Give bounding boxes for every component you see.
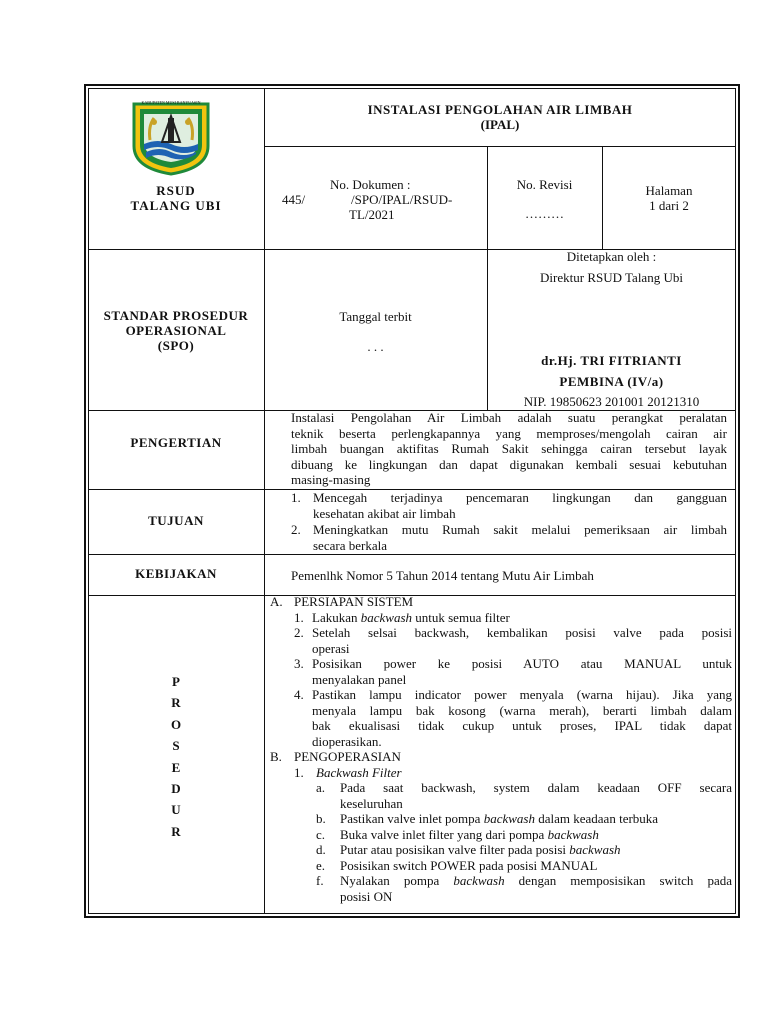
substep-text: Nyalakan pompa [340, 873, 454, 888]
substep-emphasis: backwash [569, 842, 621, 857]
spo-label [88, 308, 264, 353]
substep-text: Pastikan valve inlet pompa [340, 811, 484, 826]
substep-line: posisi ON [340, 888, 393, 904]
substep-line [340, 873, 732, 889]
prosedur-letter: E [171, 759, 181, 775]
substep-letter: e. [316, 857, 326, 873]
section-a-letter: A. [270, 594, 283, 609]
publish-date-label: Tanggal terbit [339, 309, 412, 324]
step-emphasis: backwash [360, 609, 413, 625]
tujuan-item [291, 522, 727, 553]
prosedur-letter: U [171, 802, 181, 818]
procedure-substep [270, 811, 732, 827]
org-name: RSUD [156, 183, 196, 198]
pengertian-line: masing-masing [291, 472, 371, 487]
kebijakan-label: KEBIJAKAN [135, 566, 217, 581]
prosedur-content [270, 594, 732, 904]
step-text: Lakukan [312, 609, 361, 625]
page-label: Halaman [645, 183, 693, 198]
pengertian-line: Instalasi Pengolahan Air Limbah adalah suatu perangkat peralatan [291, 410, 727, 425]
substep-emphasis: backwash [483, 811, 535, 826]
substep-text: Buka valve inlet filter yang dari pompa [340, 826, 548, 842]
spo-label-line1: STANDAR PROSEDUR [103, 308, 249, 323]
tujuan-item-line: secara berkala [313, 537, 387, 553]
pengertian-line: dibuang ke lingkungan dan dapat digunakan kembali sesuai kebutuhan [291, 456, 727, 472]
substep-letter: f. [316, 873, 324, 888]
substep-text: Posisikan switch POWER pada posisi MANUAL [340, 857, 598, 873]
spo-label-line3: (SPO) [157, 338, 195, 353]
column-divider [264, 88, 265, 914]
procedure-step [270, 656, 732, 687]
tujuan-label: TUJUAN [148, 513, 204, 528]
prosedur-letter: R [171, 823, 181, 839]
spo-label-line2: OPERASIONAL [125, 323, 227, 338]
doc-number-code-line2: TL/2021 [349, 207, 395, 222]
step-line: bak ekualisasi tidak cukup untuk proses, IPAL tidak dapat [312, 718, 732, 733]
tujuan-item-number: 1. [291, 490, 301, 505]
substep-emphasis: backwash [453, 873, 505, 888]
procedure-step [270, 625, 732, 656]
prosedur-letter: S [172, 738, 180, 754]
substep-text: Putar atau posisikan valve filter pada posisi [340, 842, 570, 857]
substep-line: Pada saat backwash, system dalam keadaan OFF secara [340, 780, 732, 795]
set-by-label: Ditetapkan oleh : [566, 249, 657, 264]
section-a-heading [270, 594, 732, 610]
prosedur-letter: D [171, 780, 181, 796]
procedure-substep [270, 842, 732, 858]
step-line: dioperasikan. [312, 733, 382, 749]
revision-label: No. Revisi [516, 177, 573, 192]
pengertian-label: PENGERTIAN [130, 435, 222, 450]
procedure-substep [270, 827, 732, 843]
prosedur-label [88, 674, 264, 845]
procedure-step [270, 610, 732, 626]
revision-value: ……… [525, 206, 564, 221]
section-b-heading [270, 749, 732, 765]
step-line: menyalakan panel [312, 671, 407, 687]
doc-number-prefix: 445/ [282, 192, 306, 207]
step-number: 2. [294, 625, 304, 640]
document-title-sub: (IPAL) [480, 117, 520, 132]
pengertian-line: teknik beserta perlengkapannya yang memproses/mengolah cairan air [291, 425, 727, 441]
prosedur-letter: R [171, 695, 181, 711]
substep-letter: b. [316, 811, 326, 826]
step-line: Pastikan lampu indicator power menyala (warna hijau). Jika yang [312, 687, 732, 702]
step-number: 1. [294, 609, 304, 625]
section-b-title: PENGOPERASIAN [294, 749, 401, 764]
director-title: Direktur RSUD Talang Ubi [540, 270, 683, 285]
signer-rank: PEMBINA (IV/a) [559, 374, 664, 389]
tujuan-item-line: Mencegah terjadinya pencemaran lingkungan dan gangguan [313, 490, 727, 505]
document-title: INSTALASI PENGOLAHAN AIR LIMBAH [367, 102, 633, 117]
org-name-line2: TALANG UBI [130, 198, 222, 213]
prosedur-letter: P [172, 674, 180, 689]
substep-emphasis: backwash [547, 826, 599, 842]
step-line: operasi [312, 640, 350, 656]
procedure-subsection [270, 765, 732, 781]
pengertian-text [291, 410, 727, 489]
pengertian-line: limbah buangan aktifitas Rumah Sakit sehingga cairan tersebut layak [291, 441, 727, 456]
section-a-title: PERSIAPAN SISTEM [294, 594, 414, 609]
signer-nip: NIP. 19850623 201001 20121310 [523, 394, 700, 409]
procedure-substep [270, 780, 732, 811]
signer-name: dr.Hj. TRI FITRIANTI [541, 353, 682, 368]
section-b-letter: B. [270, 749, 282, 764]
substep-letter: d. [316, 842, 326, 857]
page-value: 1 dari 2 [649, 198, 689, 213]
row-divider [264, 146, 736, 147]
logo-caption: KABUPATEN MUSI BANYUASIN [141, 100, 201, 105]
doc-number-label: No. Dokumen : [330, 177, 411, 192]
publish-date-value: . . . [367, 339, 384, 354]
subsection-title: Backwash Filter [316, 764, 402, 780]
step-line: menyala lampu bak kosong (warna merah), berarti limbah dalam [312, 702, 732, 718]
substep-text: dalam keadaan terbuka [534, 811, 659, 826]
doc-number-code: /SPO/IPAL/RSUD- [351, 192, 453, 207]
step-line: Posisikan power ke posisi AUTO atau MANUAL untuk [312, 656, 732, 671]
step-text: untuk semua filter [412, 609, 510, 625]
kebijakan-text: Pemenlhk Nomor 5 Tahun 2014 tentang Mutu Air Limbah [291, 568, 594, 583]
procedure-step [270, 687, 732, 749]
tujuan-item-number: 2. [291, 522, 301, 537]
procedure-substep [270, 858, 732, 874]
tujuan-item-line: kesehatan akibat air limbah [313, 505, 456, 521]
tujuan-item-line: Meningkatkan mutu Rumah sakit melalui pemeriksaan air limbah [313, 522, 727, 537]
procedure-substep [270, 873, 732, 904]
step-number: 3. [294, 656, 304, 671]
substep-text: dengan memposisikan switch pada [504, 873, 732, 888]
row-divider [88, 554, 736, 555]
prosedur-letter: O [170, 716, 182, 732]
substep-letter: c. [316, 826, 326, 842]
substep-letter: a. [316, 780, 326, 795]
step-line: Setelah selsai backwash, kembalikan posisi valve pada posisi [312, 625, 732, 640]
step-number: 1. [294, 764, 304, 780]
tujuan-item [291, 490, 727, 521]
substep-line: keseluruhan [340, 795, 403, 811]
step-number: 4. [294, 687, 304, 702]
rsud-logo [128, 100, 214, 176]
